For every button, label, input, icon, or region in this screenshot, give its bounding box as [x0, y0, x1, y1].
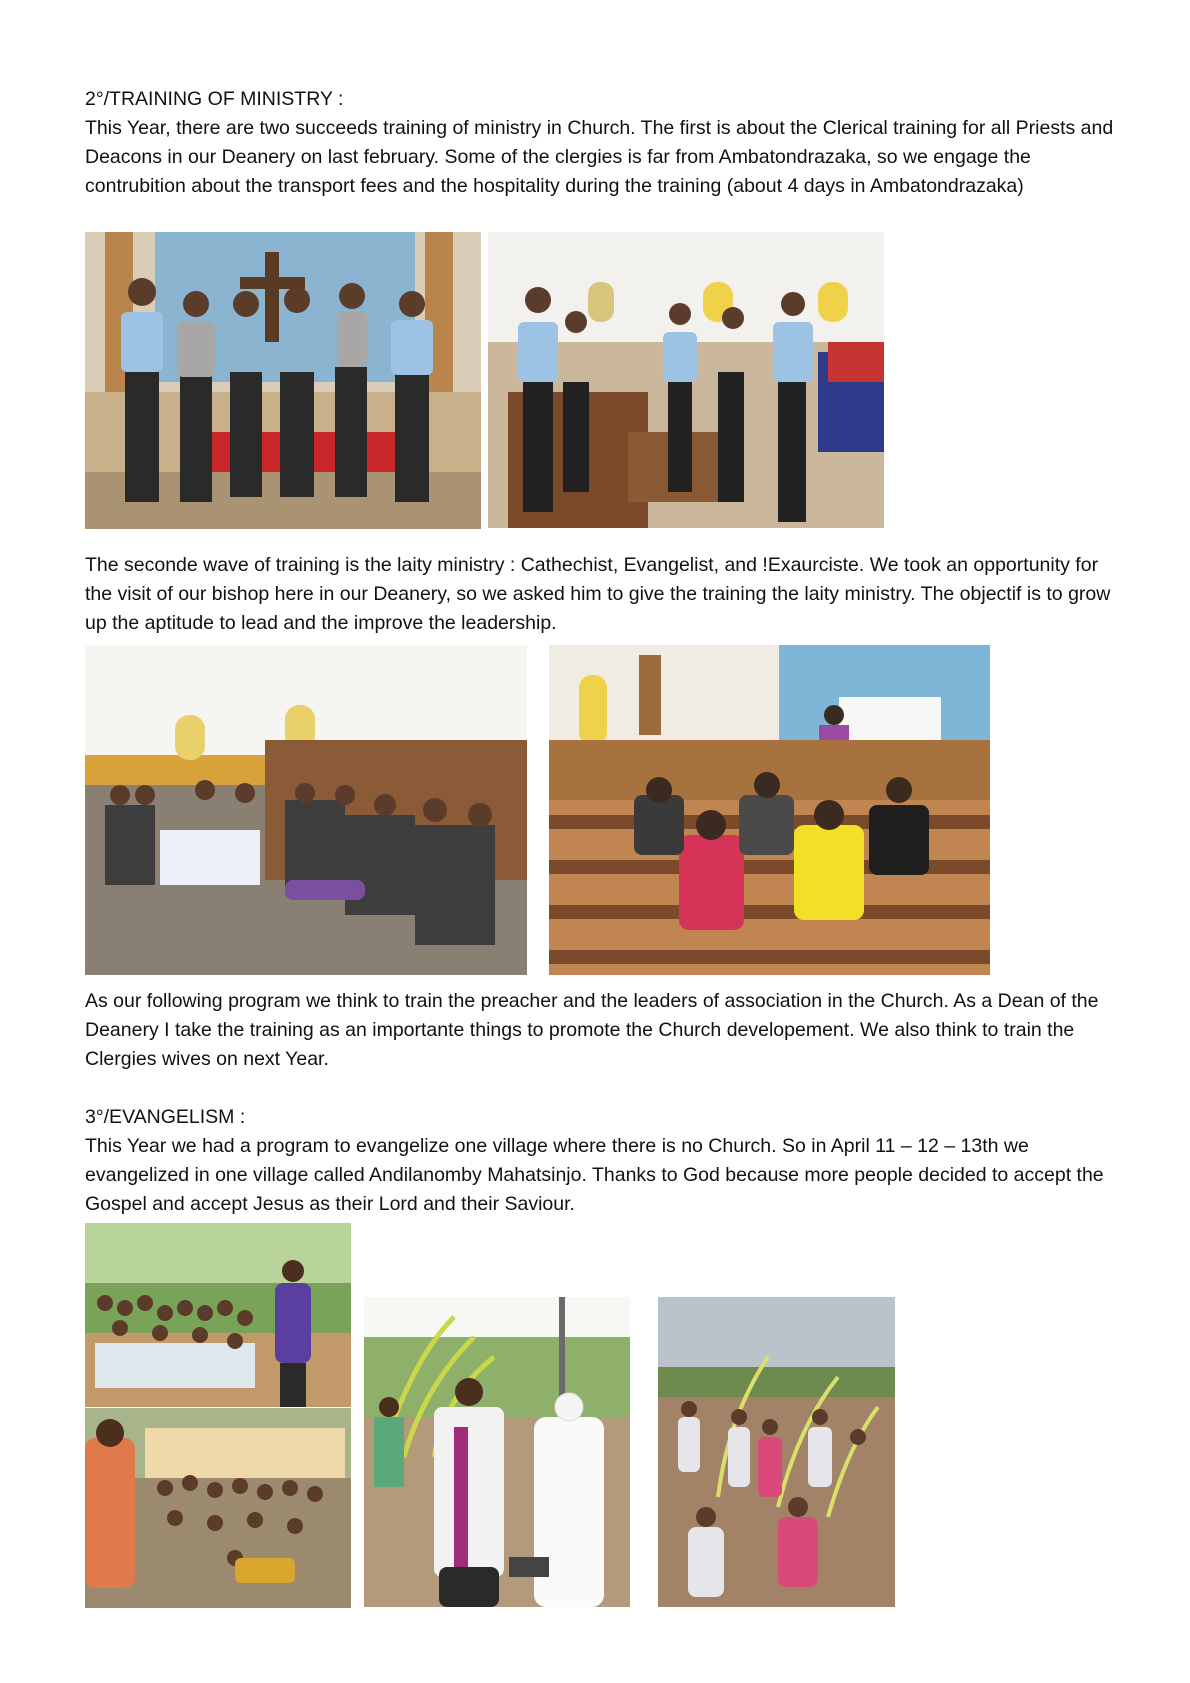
paragraph-evangelism: This Year we had a program to evangelize one village where there is no Church. So in April 11 – 12 – 13th we evangelized in one village called Andilanomby Mahatsinjo. Thanks to God because more people decided to accept the Gospel and accept Jesus as their Lord and their Saviour. — [85, 1135, 1104, 1215]
paragraph-laity-training: The seconde wave of training is the laity ministry : Cathechist, Evangelist, and !Exaurciste. We took an opportunity for the visit of our bishop here in our Deanery, so we asked him to give the training the laity ministry. The objectif is to grow up the aptitude to lead and the improve the leadership. — [85, 554, 1111, 634]
photo-laity-gathering — [85, 645, 527, 975]
photo-village-crowd-1 — [85, 1223, 351, 1407]
photo-clergy-group — [85, 232, 481, 529]
photo-palm-procession — [658, 1297, 895, 1607]
photo-village-crowd-2 — [85, 1408, 351, 1608]
photo-clergy-in-pews — [488, 232, 884, 528]
photo-procession-cross — [364, 1297, 630, 1607]
photo-bishop-teaching — [549, 645, 990, 975]
section-heading-training: 2°/TRAINING OF MINISTRY : — [85, 88, 344, 110]
paragraph-clerical-training: This Year, there are two succeeds training of ministry in Church. The first is about the Clerical training for all Priests and Deacons in our Deanery on last february. Some of the clergies is far from Ambatondrazaka, so we engage the contrubition about the transport fees and the hospitality during the training (about 4 days in Ambatondrazaka) — [85, 117, 1114, 197]
section-heading-evangelism: 3°/EVANGELISM : — [85, 1106, 246, 1128]
paragraph-following-program: As our following program we think to train the preacher and the leaders of association in the Church. As a Dean of the Deanery I take the training as an importante things to promote the Church developement. We also think to train the Clergies wives on next Year. — [85, 990, 1099, 1070]
